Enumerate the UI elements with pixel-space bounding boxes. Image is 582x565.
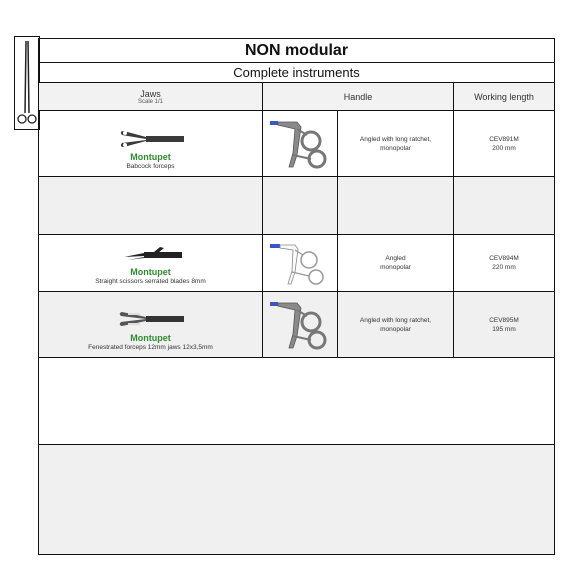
jaw-cell xyxy=(39,111,263,176)
reference-code: CEV894M xyxy=(489,255,519,262)
working-length-value: 195 mm xyxy=(492,325,516,333)
straight-scissors-jaw-icon xyxy=(118,245,184,265)
header-jaws xyxy=(39,83,263,110)
reference-code: CEV895M xyxy=(489,316,519,324)
table-header xyxy=(39,83,554,111)
handle-description-line1: Angled xyxy=(385,255,406,262)
jaw-description: Babcock forceps xyxy=(126,163,175,170)
scissors-icon xyxy=(15,37,39,129)
table-row xyxy=(39,292,554,358)
header-scale-label: Scale 1/1 xyxy=(137,98,164,105)
table-row-empty xyxy=(39,445,554,554)
header-handle-label: Handle xyxy=(343,91,373,102)
length-cell xyxy=(454,292,554,357)
table-row xyxy=(39,235,554,292)
handle-info-cell xyxy=(338,235,454,291)
header-jaws-label: Jaws xyxy=(140,88,161,99)
angled-ratchet-handle-icon xyxy=(267,296,333,354)
handle-description-line2: monopolar xyxy=(380,264,411,271)
angled-ratchet-handle-icon xyxy=(267,115,333,173)
header-working-length xyxy=(454,83,554,110)
instrument-table xyxy=(38,38,555,555)
empty-cell xyxy=(39,177,263,234)
reference-code: CEV891M xyxy=(489,135,519,143)
length-cell xyxy=(454,111,554,176)
jaw-cell xyxy=(39,292,263,357)
handle-info-cell xyxy=(338,292,454,357)
table-row-empty xyxy=(39,177,554,235)
jaw-description: Fenestrated forceps 12mm jaws 12x3,5mm xyxy=(88,344,213,351)
header-handle xyxy=(263,83,454,110)
page-subtitle: Complete instruments xyxy=(39,63,554,83)
babcock-forceps-jaw-icon xyxy=(116,128,186,150)
empty-cell xyxy=(338,177,454,234)
header-working-length-label: Working length xyxy=(474,91,534,102)
length-cell xyxy=(454,235,554,291)
empty-cell xyxy=(454,177,554,234)
brand-label: Montupet xyxy=(130,267,171,277)
table-row-empty xyxy=(39,358,554,445)
empty-cell xyxy=(263,177,338,234)
handle-description: Angled with long ratchet, monopolar xyxy=(359,135,432,152)
brand-label: Montupet xyxy=(130,333,171,343)
table-row xyxy=(39,111,554,177)
page-title: NON modular xyxy=(39,39,554,63)
handle-info-cell xyxy=(338,111,454,176)
jaw-description: Straight scissors serrated blades 8mm xyxy=(95,278,206,285)
working-length-value: 220 mm xyxy=(492,264,516,271)
handle-description: Angled with long ratchet, monopolar xyxy=(359,316,432,333)
brand-label: Montupet xyxy=(130,152,171,162)
handle-image-cell xyxy=(263,111,338,176)
fenestrated-forceps-jaw-icon xyxy=(116,307,186,331)
handle-image-cell xyxy=(263,235,338,291)
handle-image-cell xyxy=(263,292,338,357)
working-length-value: 200 mm xyxy=(492,144,516,152)
angled-handle-icon xyxy=(267,238,333,288)
jaw-cell xyxy=(39,235,263,291)
instrument-thumbnail xyxy=(14,36,40,130)
